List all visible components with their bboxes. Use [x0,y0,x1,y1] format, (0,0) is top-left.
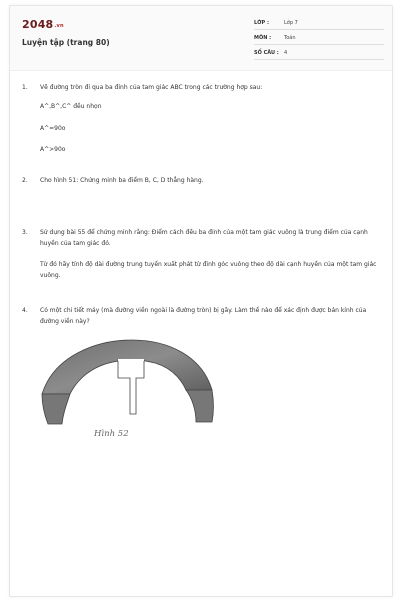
meta-class-value: Lớp 7 [284,20,298,26]
logo-tld: .vn [54,23,64,29]
question-number: 2. [22,177,28,184]
question-text: Sử dụng bài 55 để chứng minh rằng: Điểm cách đều ba đỉnh của một tam giác vuông là trung điểm của cạnh huyền của tam giác đó. [40,229,368,247]
meta-class [254,18,384,30]
question-text-2: Từ đó hãy tính độ dài đường trung tuyến xuất phát từ đỉnh góc vuông theo độ dài cạnh huyền của một tam giác vuông. [40,261,377,279]
question-number: 1. [22,84,28,91]
question-number: 3. [22,229,28,236]
question-1-case-b: A^=90o [40,125,66,132]
figure-caption: Hình 52 [94,429,129,439]
question-text: Có một chi tiết máy (mà đường viền ngoài là đường tròn) bị gãy. Làm thế nào để xác định được bán kính của đường viền này? [40,307,367,325]
meta-question-count [254,48,384,60]
meta-count-label: SỐ CÂU : [254,50,279,56]
question-number: 4. [22,307,28,314]
meta-class-label: LỚP : [254,20,269,26]
meta-subject-label: MÔN : [254,35,272,41]
question-text: Cho hình 51: Chứng minh ba điểm B, C, D thẳng hàng. [40,177,204,184]
broken-part-figure [36,334,216,426]
left-leg [42,394,70,424]
worksheet-page [9,5,393,597]
meta-subject [254,33,384,45]
question-1-case-a: A^,B^,C^ đều nhọn [40,103,102,110]
right-leg [186,390,214,422]
site-logo[interactable] [22,18,64,31]
meta-subject-value: Toán [284,35,296,41]
worksheet-header [10,6,392,71]
question-1-case-c: A^>90o [40,146,66,153]
logo-number: 2048 [22,18,54,31]
centre-slot [118,360,144,414]
question-text: Vẽ đường tròn đi qua ba đỉnh của tam giác ABC trong các trường hợp sau: [40,84,263,91]
page-title: Luyện tập (trang 80) [22,38,110,47]
meta-count-value: 4 [284,50,288,56]
